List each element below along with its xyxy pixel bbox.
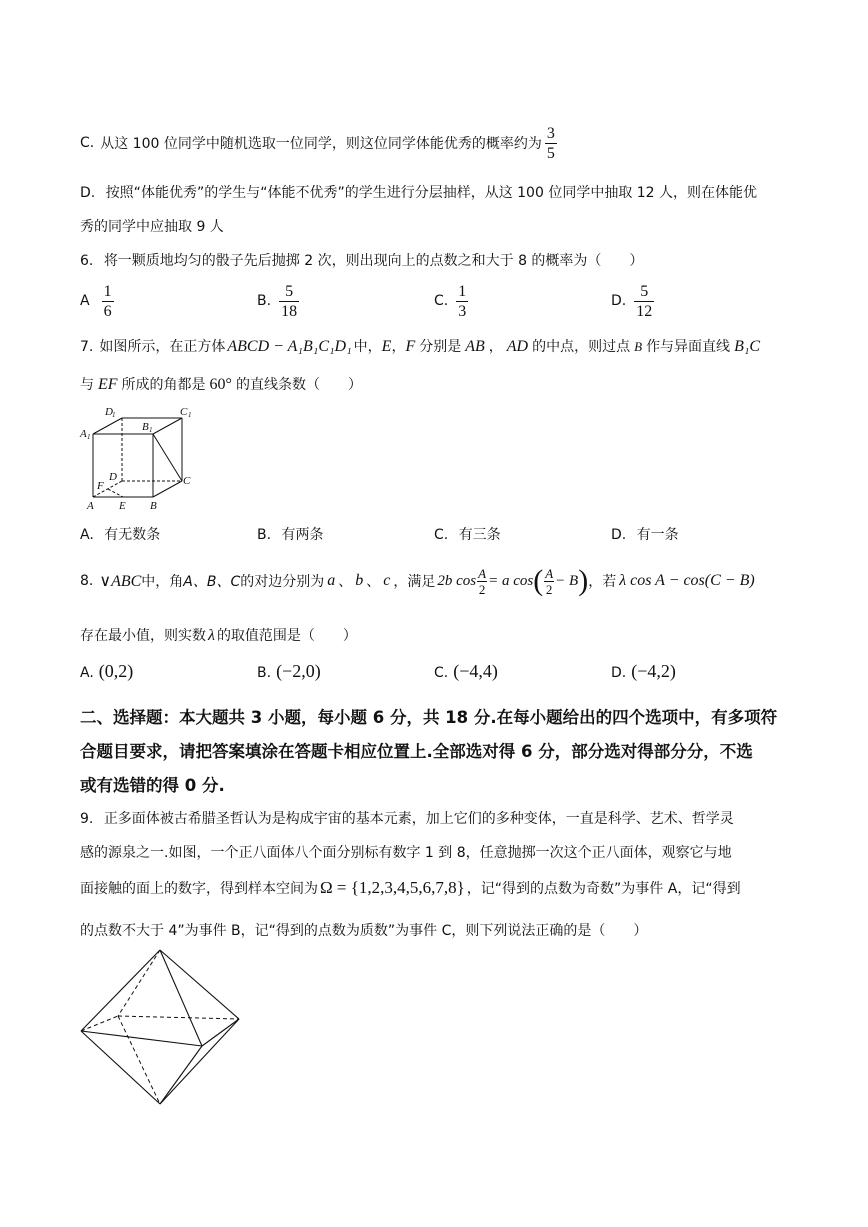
fraction: [634, 282, 654, 321]
octahedron-figure: [78, 948, 242, 1108]
question-text: 如图所示，在正方体: [99, 339, 226, 355]
q6-option-c: [434, 280, 468, 322]
option-text: 有一条: [636, 527, 679, 543]
point-e: E: [381, 338, 392, 355]
label-d1: D: [105, 406, 113, 418]
q8-option-b: [257, 661, 321, 682]
angle-value: 60°: [209, 376, 232, 393]
denominator: 5: [546, 144, 555, 162]
option-label: D.: [611, 665, 627, 681]
punct: 、: [338, 574, 353, 590]
option-label: A.: [80, 527, 94, 543]
option-label: C.: [434, 665, 449, 681]
label-c: C: [183, 475, 191, 487]
question-text: 所成的角都是: [121, 377, 206, 393]
label-sub: 1: [188, 411, 192, 419]
cube-figure: [78, 404, 198, 516]
q5-option-d: [80, 182, 757, 202]
cube-name: ABCD − A₁B₁C₁D₁: [227, 338, 352, 355]
question-number: 8.: [80, 573, 94, 589]
segment-ab: AB: [465, 338, 485, 355]
option-text: 有三条: [458, 527, 501, 543]
label-sub: 1: [149, 426, 153, 434]
option-value: (−4,2): [631, 661, 676, 681]
question-text: ，记“得到的点数为奇数”为事件 A，记“得到: [466, 881, 741, 897]
fraction: [545, 124, 557, 163]
paren-close: ): [578, 564, 589, 597]
option-value: (0,2): [98, 661, 134, 681]
fraction: [476, 566, 488, 597]
denominator: 2: [545, 581, 553, 597]
question-number: 7.: [80, 339, 94, 355]
equation-mid: = a cos: [488, 572, 534, 589]
q8-stem-line2: [80, 625, 357, 645]
fraction: [456, 282, 468, 321]
side-b: b: [355, 572, 364, 589]
punct: ，: [391, 339, 406, 355]
numerator: 5: [285, 282, 294, 300]
question-text: 作与异面直线: [646, 339, 731, 355]
q9-line4: 的点数不大于 4”为事件 B，记“得到的点数为质数”为事件 C，则下列说法正确的是（ ）: [80, 923, 648, 939]
equation-right: − B: [555, 572, 579, 589]
question-text: 的对边分别为: [240, 574, 325, 590]
section2-line1: 二、选择题：本大题共 3 小题，每小题 6 分，共 18 分.在每小题给出的四个选项中，有多项符: [80, 708, 778, 727]
label-sub: 1: [87, 433, 91, 441]
question-text: ，若: [588, 574, 617, 590]
section2-line3: 或有选错的得 0 分.: [80, 776, 225, 795]
question-text: 存在最小值，则实数: [80, 628, 206, 644]
denominator: 18: [281, 302, 298, 320]
fraction: [543, 566, 555, 597]
option-value: (−4,4): [453, 661, 498, 681]
denominator: 3: [458, 302, 467, 320]
question-text: 正多面体被古希腊圣哲认为是构成宇宙的基本元素，加上它们的多种变体，一直是科学、艺术、哲学灵: [103, 811, 734, 827]
option-label: C.: [434, 527, 449, 543]
q7-option-d: [611, 524, 679, 544]
side-a: a: [327, 572, 336, 589]
lambda-symbol: λ: [208, 627, 215, 644]
q7-stem-line1: [80, 336, 760, 356]
option-label: B.: [257, 527, 272, 543]
q8-option-d: [611, 661, 676, 682]
denominator: 2: [478, 581, 486, 597]
q8-option-c: [434, 661, 498, 682]
label-b1: B: [142, 421, 149, 433]
q6-option-d: [611, 280, 654, 322]
question-text: 中，角: [141, 574, 184, 590]
label-e: E: [119, 500, 126, 512]
triangle-name: ∨ABC: [99, 573, 142, 590]
option-label: A.: [80, 665, 94, 681]
q9-line2: 感的源泉之一.如图，一个正八面体八个面分别标有数字 1 到 8，任意抛掷一次这个正八面体，观察它与地: [80, 845, 732, 861]
expression: λ cos A − cos(C − B): [619, 572, 755, 589]
option-label: D.: [80, 185, 96, 201]
q9-line1: [80, 808, 734, 828]
paren-open: (: [533, 564, 544, 597]
q8-option-a: [80, 661, 133, 682]
question-text: 的中点，则过点: [532, 339, 631, 355]
q6-stem: [80, 250, 643, 270]
label-sub: 1: [112, 411, 116, 419]
option-text: 有两条: [281, 527, 324, 543]
q6-option-b: [257, 280, 299, 322]
option-text: 从这 100 位同学中随机选取一位同学，则这位同学体能优秀的概率约为: [100, 136, 542, 152]
segment-ef: EF: [98, 376, 118, 393]
denominator: 6: [103, 302, 112, 320]
q6-option-a: [80, 280, 114, 322]
numerator: 1: [103, 282, 112, 300]
segment-ad: AD: [506, 338, 529, 355]
question-text: 的取值范围是（ ）: [216, 628, 357, 644]
question-text: 与: [80, 377, 94, 393]
denominator: 12: [636, 302, 653, 320]
segment-b1c: B₁C: [734, 338, 761, 355]
q9-line3: [80, 878, 741, 898]
point-b: B: [634, 339, 643, 354]
q5-option-c: [80, 122, 557, 164]
numerator: A: [545, 565, 554, 581]
q5-option-d-line2: 秀的同学中应抽取 9 人: [80, 219, 224, 235]
option-value: (−2,0): [276, 661, 321, 681]
label-a1: A: [80, 428, 87, 440]
q7-option-c: [434, 524, 501, 544]
q7-stem-line2: [80, 374, 362, 394]
q7-option-b: [257, 524, 324, 544]
side-c: c: [383, 572, 391, 589]
option-label: D.: [611, 293, 627, 309]
option-label: B.: [257, 665, 272, 681]
question-text: 面接触的面上的数字，得到样本空间为: [80, 881, 318, 897]
angle-names: A、B、C: [183, 574, 241, 590]
question-text: 分别是: [419, 339, 462, 355]
label-f: F: [97, 480, 104, 492]
question-text: 的直线条数（ ）: [235, 377, 362, 393]
option-text: 有无数条: [104, 527, 161, 543]
option-label: C.: [434, 293, 449, 309]
q7-option-a: [80, 524, 160, 544]
option-label: A: [80, 293, 90, 309]
option-label: D.: [611, 527, 627, 543]
option-text: 按照“体能优秀”的学生与“体能不优秀”的学生进行分层抽样，从这 100 位同学中抽取 12 人，则在体能优: [105, 185, 758, 201]
equation-left: 2b cos: [437, 572, 477, 589]
point-f: F: [405, 338, 416, 355]
punct: ，: [488, 339, 503, 355]
question-text: 中，: [353, 339, 382, 355]
numerator: 5: [640, 282, 649, 300]
numerator: 1: [458, 282, 467, 300]
question-text: ，满足: [393, 574, 436, 590]
question-number: 9.: [80, 811, 94, 827]
punct: 、: [366, 574, 381, 590]
section2-line2: 合题目要求，请把答案填涂在答题卡相应位置上.全部选对得 6 分，部分选对得部分分，不选: [80, 742, 753, 761]
label-a: A: [87, 500, 94, 512]
q8-stem-line1: [80, 558, 755, 604]
question-text: 将一颗质地均匀的骰子先后抛掷 2 次，则出现向上的点数之和大于 8 的概率为（ ）: [103, 253, 644, 269]
numerator: 3: [546, 124, 555, 142]
fraction: [279, 282, 299, 321]
label-c1: C: [180, 406, 188, 418]
option-label: C.: [80, 135, 95, 151]
option-label: B.: [257, 293, 272, 309]
label-d: D: [109, 471, 117, 483]
question-number: 6.: [80, 253, 94, 269]
fraction: [102, 282, 114, 321]
sample-space: Ω = {1,2,3,4,5,6,7,8}: [320, 878, 465, 897]
label-b: B: [150, 500, 157, 512]
numerator: A: [478, 565, 487, 581]
